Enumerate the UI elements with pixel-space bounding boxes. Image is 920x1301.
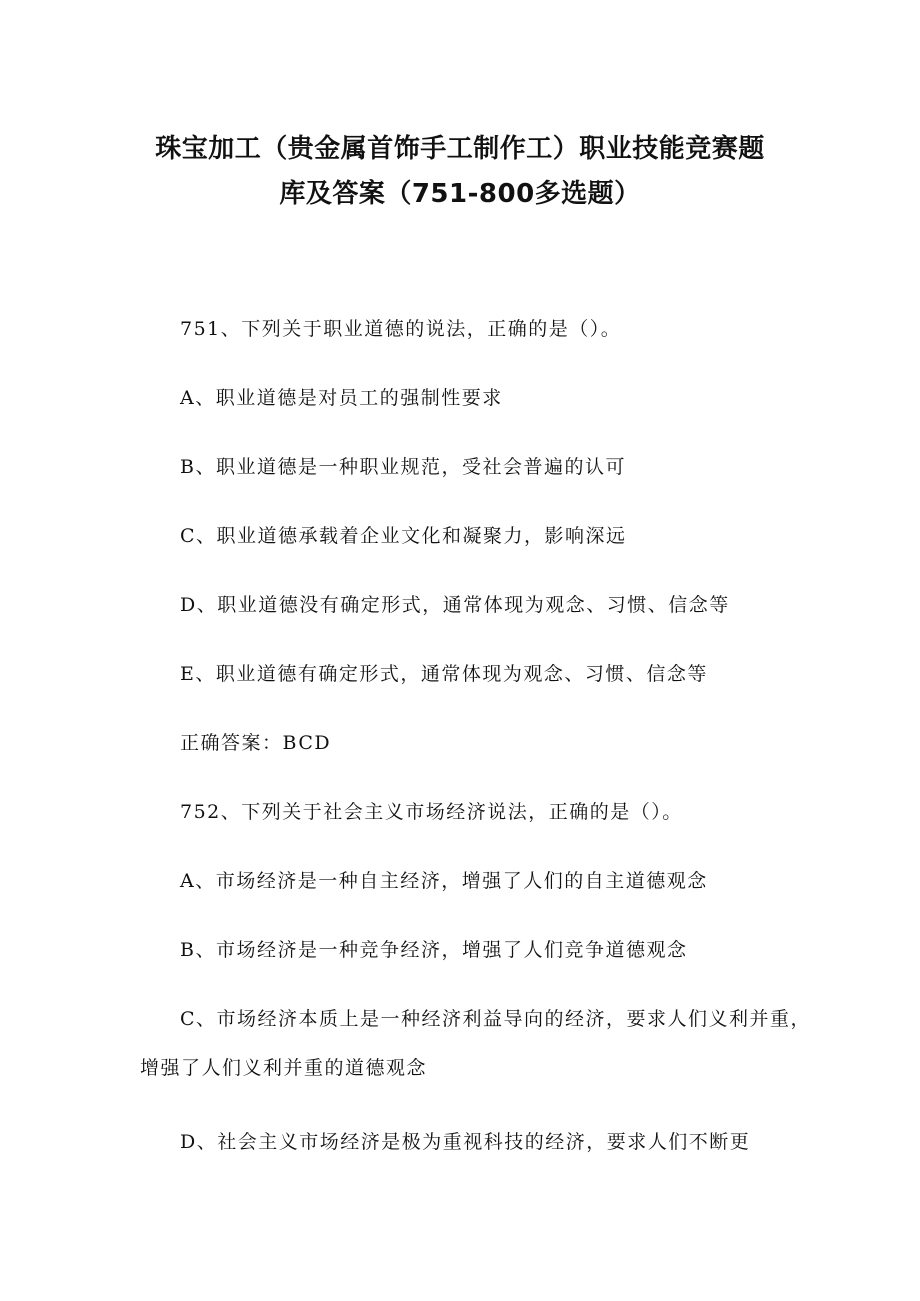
- document-title-line-1: 珠宝加工（贵金属首饰手工制作工）职业技能竞赛题: [155, 134, 765, 164]
- question-752-option-c-continued: 增强了人们义利并重的道德观念: [140, 1057, 428, 1079]
- question-751-option-d: D、职业道德没有确定形式，通常体现为观念、习惯、信念等: [180, 594, 730, 616]
- question-752-option-c: C、市场经济本质上是一种经济利益导向的经济，要求人们义利并重，: [180, 1008, 812, 1030]
- question-751-option-b: B、职业道德是一种职业规范，受社会普遍的认可: [180, 456, 626, 478]
- question-752-stem: 752、下列关于社会主义市场经济说法，正确的是（）。: [180, 801, 683, 823]
- document-title-line-2: 库及答案（751-800多选题）: [279, 179, 641, 209]
- question-751-stem: 751、下列关于职业道德的说法，正确的是（）。: [180, 318, 622, 340]
- question-751-option-e: E、职业道德有确定形式，通常体现为观念、习惯、信念等: [180, 663, 708, 685]
- question-752-option-b: B、市场经济是一种竞争经济，增强了人们竞争道德观念: [180, 939, 688, 961]
- question-751-option-a: A、职业道德是对员工的强制性要求: [180, 387, 503, 409]
- question-751-answer: 正确答案：BCD: [180, 732, 332, 754]
- question-752-option-a: A、市场经济是一种自主经济，增强了人们的自主道德观念: [180, 870, 708, 892]
- question-751-option-c: C、职业道德承载着企业文化和凝聚力，影响深远: [180, 525, 627, 547]
- question-752-option-d: D、社会主义市场经济是极为重视科技的经济，要求人们不断更: [180, 1131, 751, 1153]
